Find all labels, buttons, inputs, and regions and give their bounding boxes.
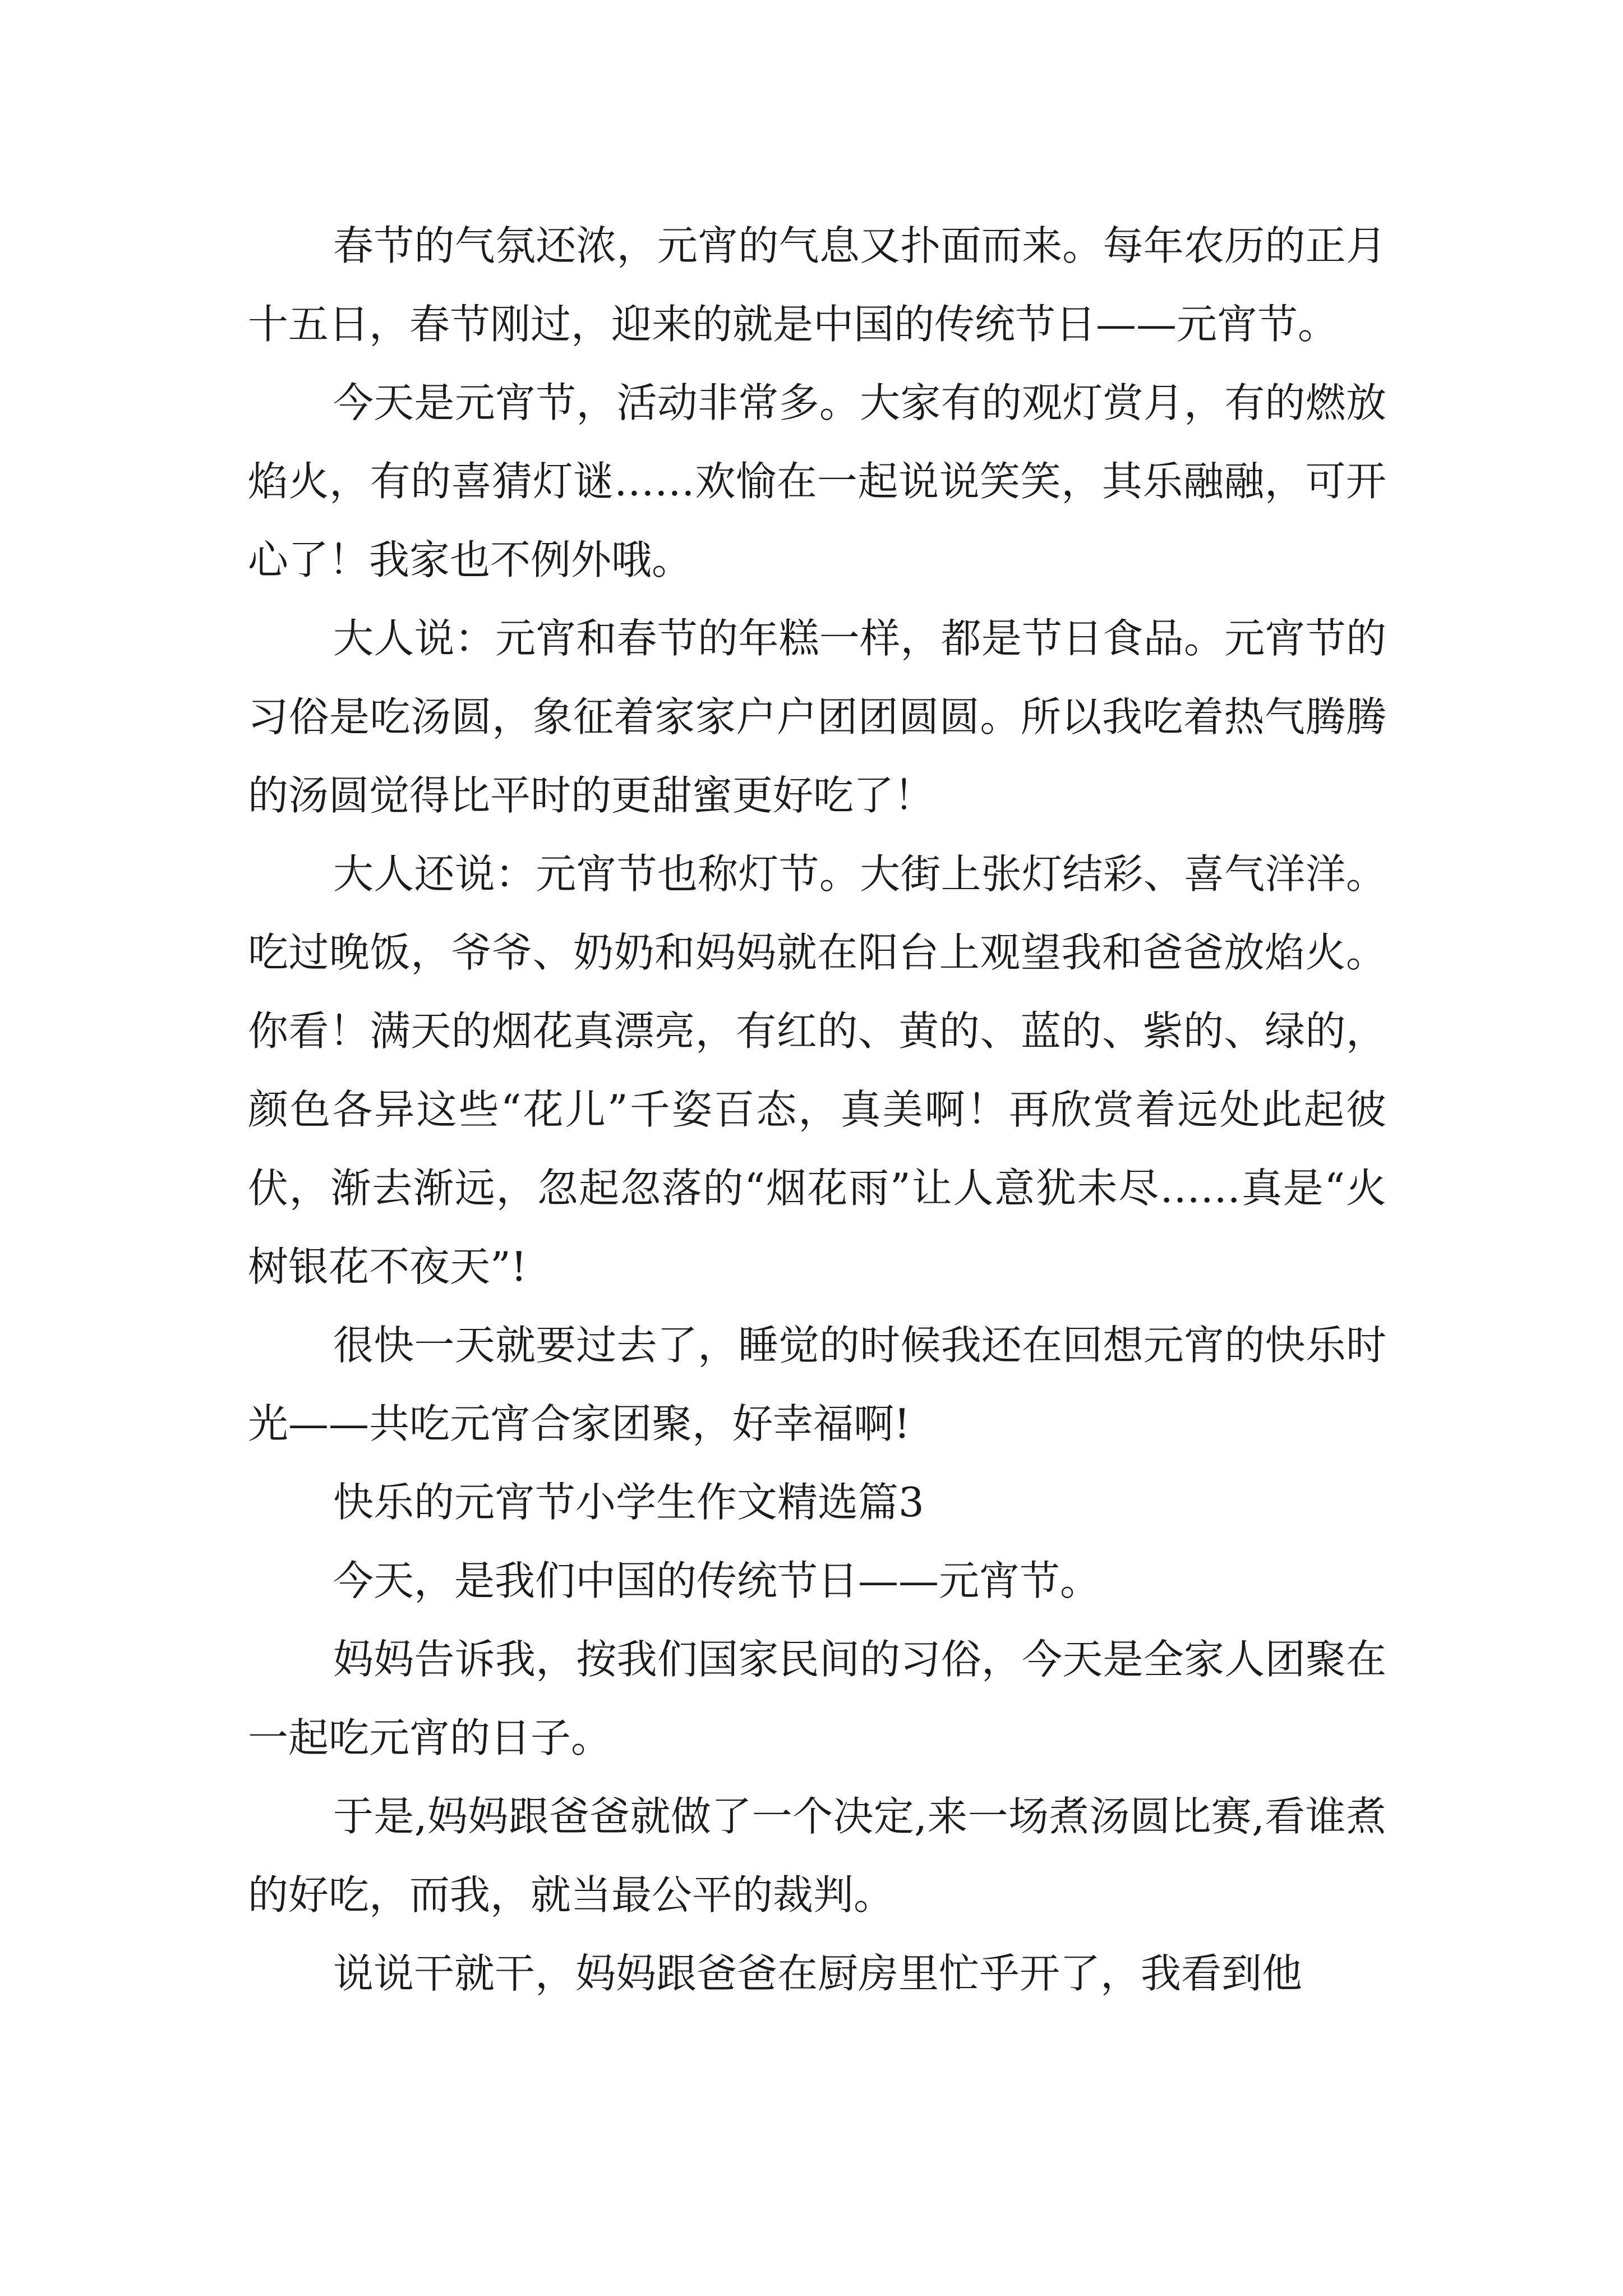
paragraph-8: 于是,妈妈跟爸爸就做了一个决定,来一场煮汤圆比赛,看谁煮的好吃，而我，就当最公平的裁判。 — [248, 1793, 1386, 1918]
paragraph-6: 今天，是我们中国的传统节日——元宵节。 — [333, 1557, 1101, 1604]
paragraph-4: 大人还说：元宵节也称灯节。大街上张灯结彩、喜气洋洋。吃过晚饭，爷爷、奶奶和妈妈就在阳台上观望我和爸爸放焰火。你看！满天的烟花真漂亮，有红的、黄的、蓝的、紫的、绿的，颜色各异这些“花儿”千姿百态，真美啊！再欣赏着远处此起彼伏，渐去渐远，忽起忽落的“烟花雨”让人意犹未尽……真是“火树银花不夜天”! — [248, 850, 1386, 1290]
paragraph-1: 春节的气氛还浓，元宵的气息又扑面而来。每年农历的正月十五日，春节刚过，迎来的就是中国的传统节日——元宵节。 — [248, 222, 1386, 348]
paragraph-7: 妈妈告诉我，按我们国家民间的习俗，今天是全家人团聚在一起吃元宵的日子。 — [248, 1636, 1386, 1761]
paragraph-9: 说说干就干，妈妈跟爸爸在厨房里忙乎开了，我看到他 — [333, 1950, 1303, 1997]
document-body — [248, 206, 1386, 2013]
paragraph-2: 今天是元宵节，活动非常多。大家有的观灯赏月，有的燃放焰火，有的喜猜灯谜……欢愉在一起说说笑笑，其乐融融，可开心了！我家也不例外哦。 — [248, 379, 1386, 583]
section-heading: 快乐的元宵节小学生作文精选篇3 — [333, 1479, 924, 1526]
paragraph-3: 大人说：元宵和春节的年糕一样，都是节日食品。元宵节的习俗是吃汤圆，象征着家家户户团团圆圆。所以我吃着热气腾腾的汤圆觉得比平时的更甜蜜更好吃了！ — [248, 615, 1386, 819]
paragraph-5: 很快一天就要过去了，睡觉的时候我还在回想元宵的快乐时光——共吃元宵合家团聚，好幸福啊! — [248, 1322, 1386, 1447]
